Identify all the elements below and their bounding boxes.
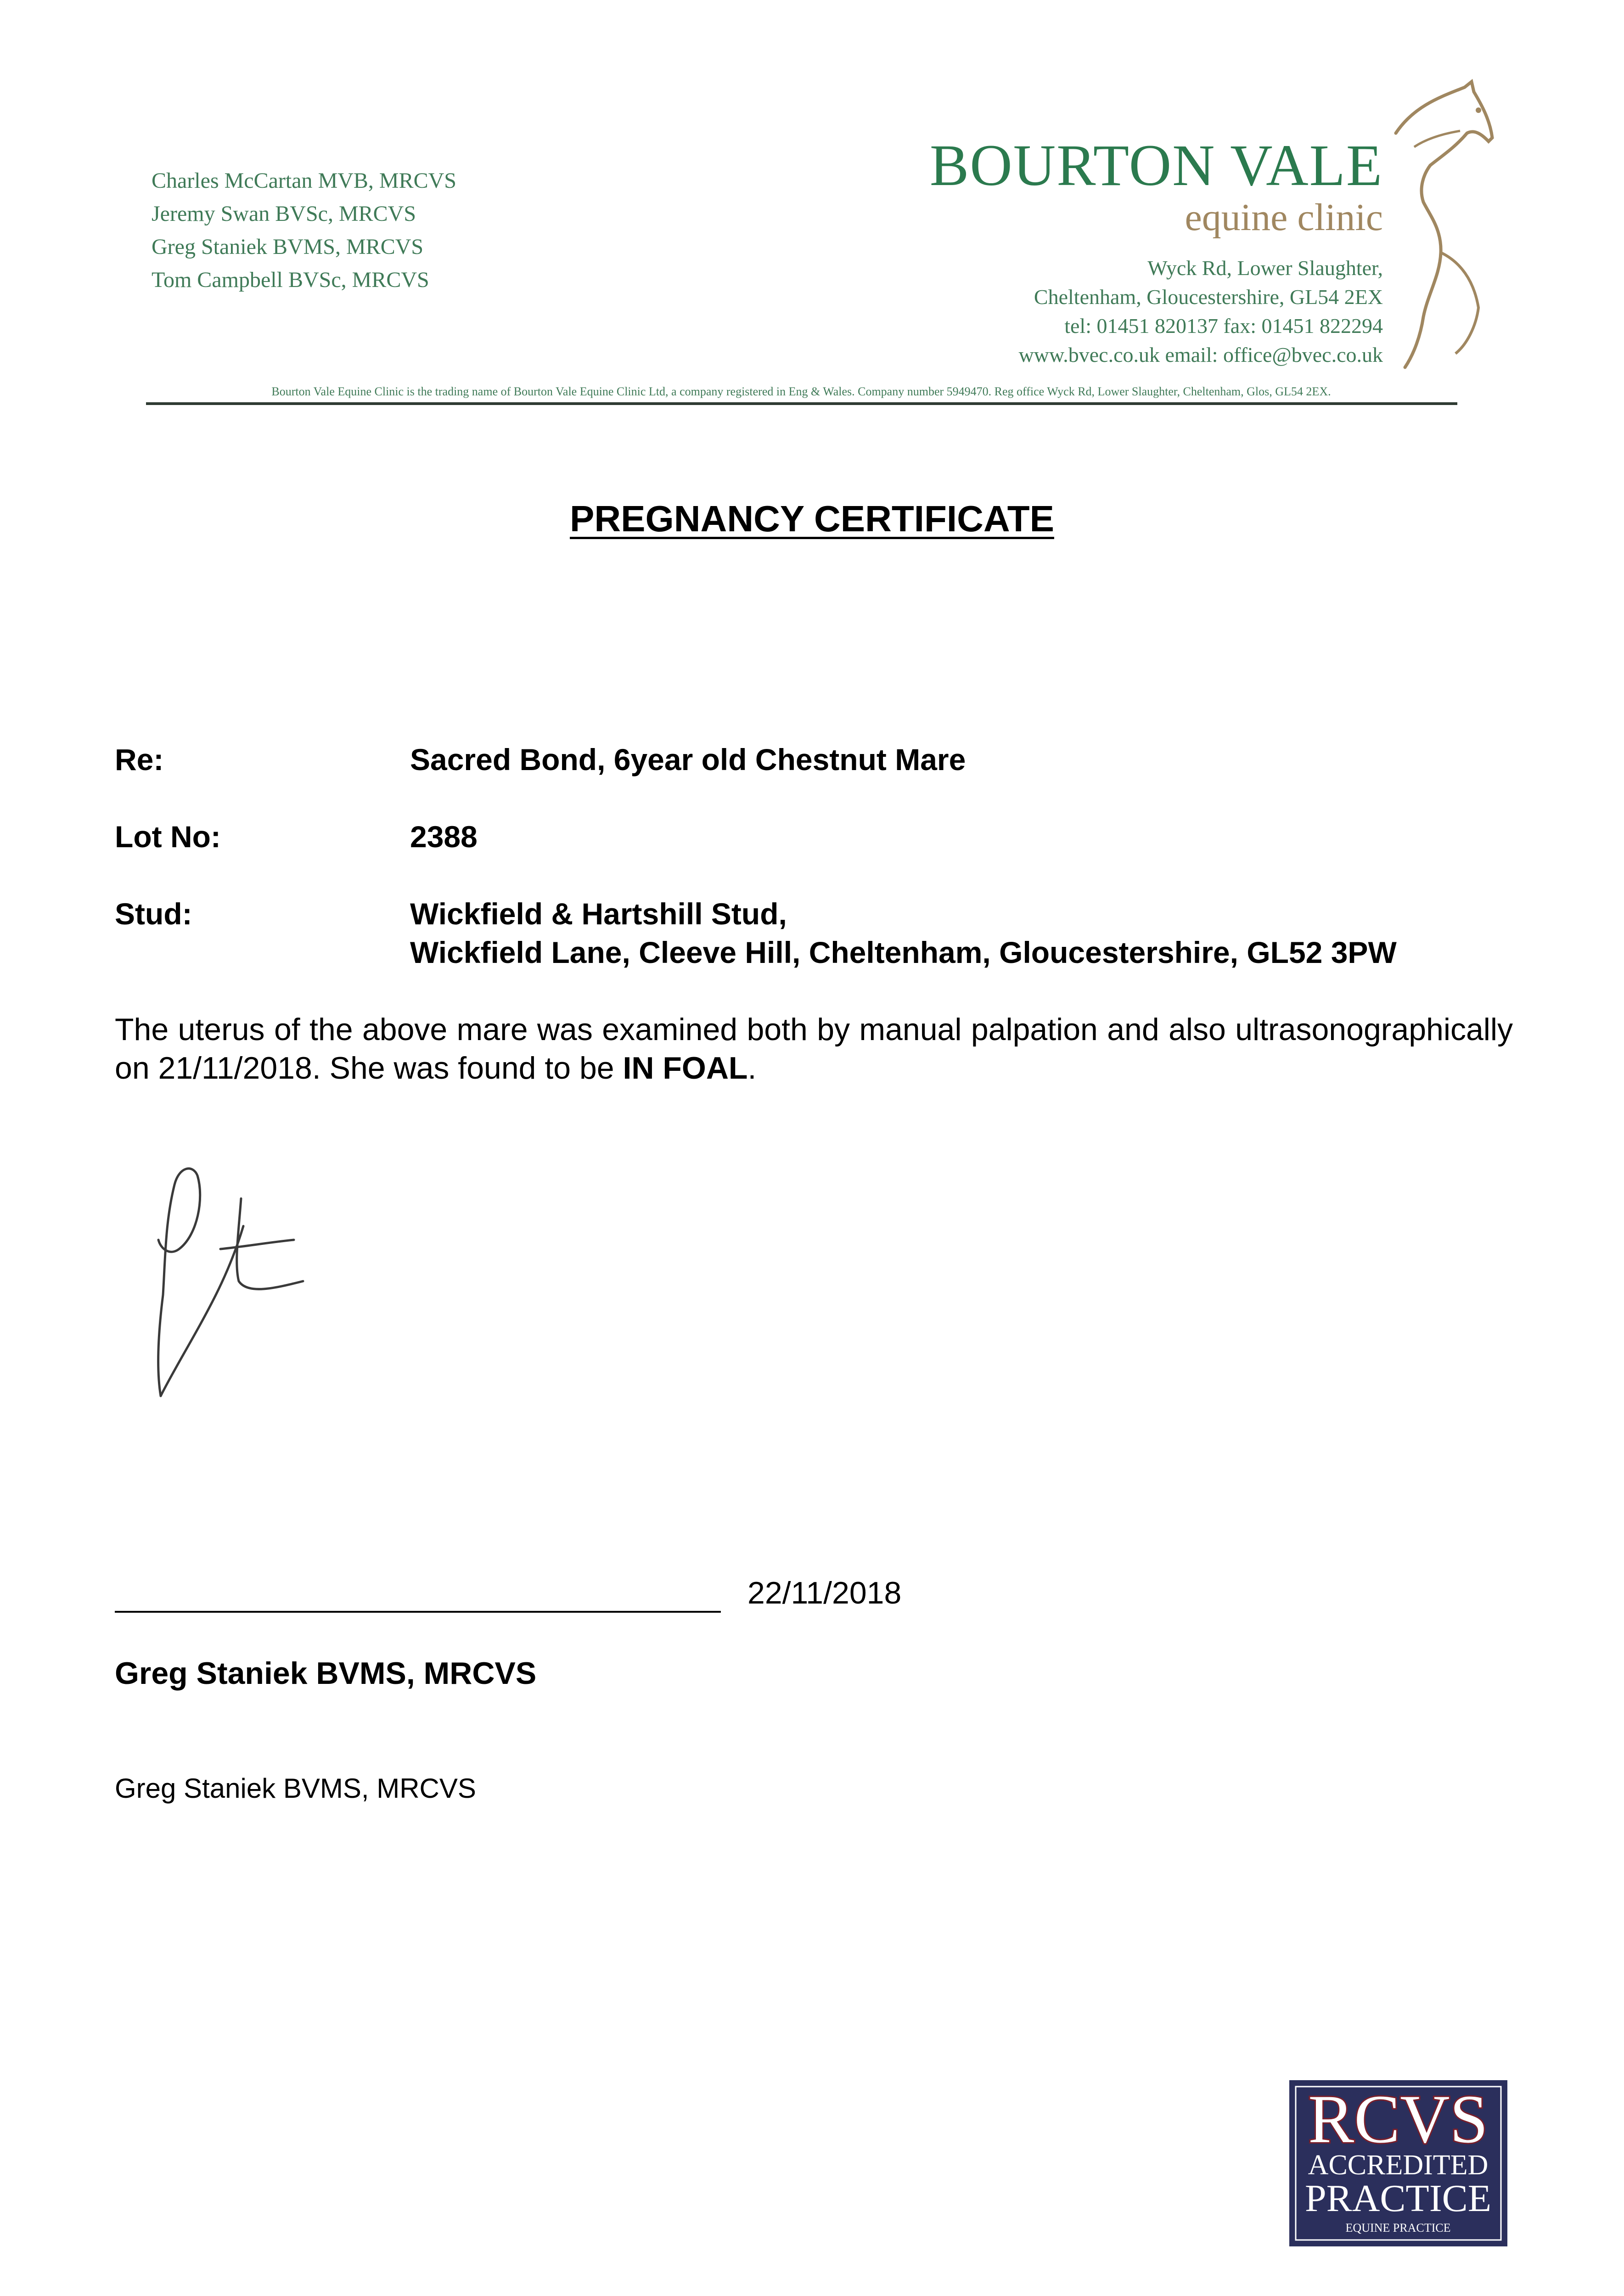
company-registration-note: Bourton Vale Equine Clinic is the trading name of Bourton Vale Equine Clinic Ltd, a company registered in Eng & Wales. Company number 5949470. Reg office Wyck Rd, Lower Slaughter, Cheltenham, Glos, GL54 2EX.	[271, 385, 1331, 398]
vet-name: Charles McCartan	[152, 169, 313, 193]
vet-name: Tom Campbell	[152, 268, 283, 292]
lot-label: Lot No:	[115, 820, 221, 854]
statement-text: The uterus of the above mare was examined both by manual palpation and also ultrasonographically on 21/11/2018. She was found to be	[115, 1012, 1513, 1086]
vet-entry	[152, 231, 456, 264]
signature-line	[115, 1611, 721, 1613]
clinic-address	[930, 253, 1383, 369]
stud-name: Wickfield & Hartshill Stud,	[410, 897, 787, 931]
re-value: Sacred Bond, 6year old Chestnut Mare	[410, 743, 966, 777]
vet-entry	[152, 164, 456, 197]
vets-list	[152, 164, 456, 297]
address-line: www.bvec.co.uk email: office@bvec.co.uk	[1018, 343, 1383, 366]
badge-equine-practice: EQUINE PRACTICE	[1345, 2221, 1451, 2234]
badge-rcvs: RCVS	[1308, 2081, 1488, 2157]
vet-quals: MVB, MRCVS	[318, 169, 456, 193]
clinic-block	[930, 133, 1383, 369]
lot-value: 2388	[410, 820, 478, 854]
address-line: Wyck Rd, Lower Slaughter,	[1147, 256, 1383, 280]
signer-name: Greg Staniek BVMS, MRCVS	[115, 1773, 476, 1804]
rcvs-accredited-badge	[1289, 2080, 1507, 2246]
clinic-name: BOURTON VALE	[929, 133, 1383, 198]
vet-quals: BVSc, MRCVS	[275, 202, 416, 226]
letterhead-divider	[146, 402, 1457, 405]
title-text: PREGNANCY CERTIFICATE	[570, 498, 1054, 539]
vet-entry	[152, 197, 456, 231]
vet-entry	[152, 264, 456, 297]
page-title	[0, 498, 1624, 540]
re-label: Re:	[115, 743, 164, 777]
result-emphasis: IN FOAL	[623, 1051, 748, 1086]
statement-end: .	[747, 1051, 757, 1086]
stud-label: Stud:	[115, 897, 192, 931]
badge-practice: PRACTICE	[1304, 2177, 1492, 2220]
signer-name-bold: Greg Staniek BVMS, MRCVS	[115, 1656, 537, 1691]
vet-quals: BVMS, MRCVS	[272, 235, 424, 259]
vet-quals: BVSc, MRCVS	[288, 268, 429, 292]
badge-accredited: ACCREDITED	[1308, 2150, 1489, 2181]
vet-name: Greg Staniek	[152, 235, 267, 259]
handwritten-signature	[147, 1157, 321, 1414]
horse-logo-icon	[1387, 78, 1497, 372]
address-line: tel: 01451 820137 fax: 01451 822294	[1064, 314, 1383, 338]
signature-date: 22/11/2018	[747, 1576, 902, 1610]
vet-name: Jeremy Swan	[152, 202, 270, 226]
examination-statement	[115, 1010, 1513, 1087]
clinic-subtitle: equine clinic	[1185, 196, 1383, 239]
address-line: Cheltenham, Gloucestershire, GL54 2EX	[1034, 285, 1383, 309]
stud-address: Wickfield Lane, Cleeve Hill, Cheltenham, Gloucestershire, GL52 3PW	[410, 935, 1397, 969]
